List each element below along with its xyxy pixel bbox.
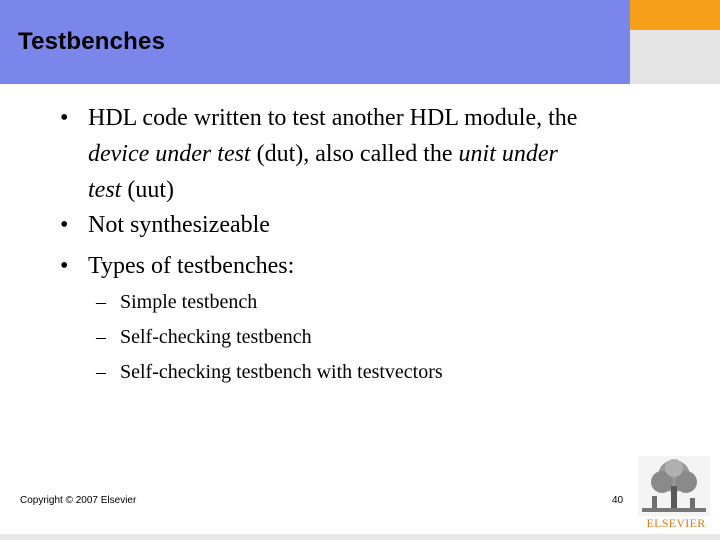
bullet-3: [60, 248, 680, 284]
uut-term-end: test: [88, 177, 122, 203]
bullet-2-text: Not synthesizeable: [88, 212, 270, 238]
bullet-1-line-1: HDL code written to test another HDL module, the: [88, 105, 578, 131]
uut-term: unit under: [458, 141, 558, 167]
bullet-mark: •: [60, 253, 69, 279]
bullet-3-text: Types of testbenches:: [88, 253, 295, 279]
bullet-1: [60, 100, 680, 208]
accent-gray-block: [630, 30, 720, 84]
sub-bullet-3: [96, 355, 656, 389]
dut-term: device under test: [88, 141, 251, 167]
dash-mark: –: [96, 361, 106, 383]
slide-title: Testbenches: [18, 28, 166, 55]
bullet-mark: •: [60, 212, 69, 238]
bullet-1-line-3-text: (uut): [121, 177, 174, 203]
dash-mark: –: [96, 326, 106, 348]
bullet-mark: •: [60, 105, 69, 131]
sub-bullet-2: [96, 320, 656, 354]
bullet-1-line-2-text: (dut), also called the: [250, 141, 459, 167]
sub-bullet-1: [96, 285, 656, 319]
bottom-strip: [0, 534, 720, 540]
page-number: 40: [612, 495, 624, 506]
dash-mark: –: [96, 291, 106, 313]
sub-bullet-3-text: Self-checking testbench with testvectors: [120, 361, 443, 383]
sub-bullet-1-text: Simple testbench: [120, 291, 258, 313]
copyright-text: Copyright © 2007 Elsevier: [20, 495, 137, 506]
bullet-2: [60, 207, 680, 243]
sub-bullet-2-text: Self-checking testbench: [120, 326, 312, 348]
accent-orange-block: [630, 0, 720, 30]
elsevier-logo-text: ELSEVIER: [646, 516, 706, 530]
bullet-1-line-3: [88, 172, 174, 208]
title-bar: [0, 0, 630, 84]
bullet-1-line-2: [88, 136, 558, 172]
